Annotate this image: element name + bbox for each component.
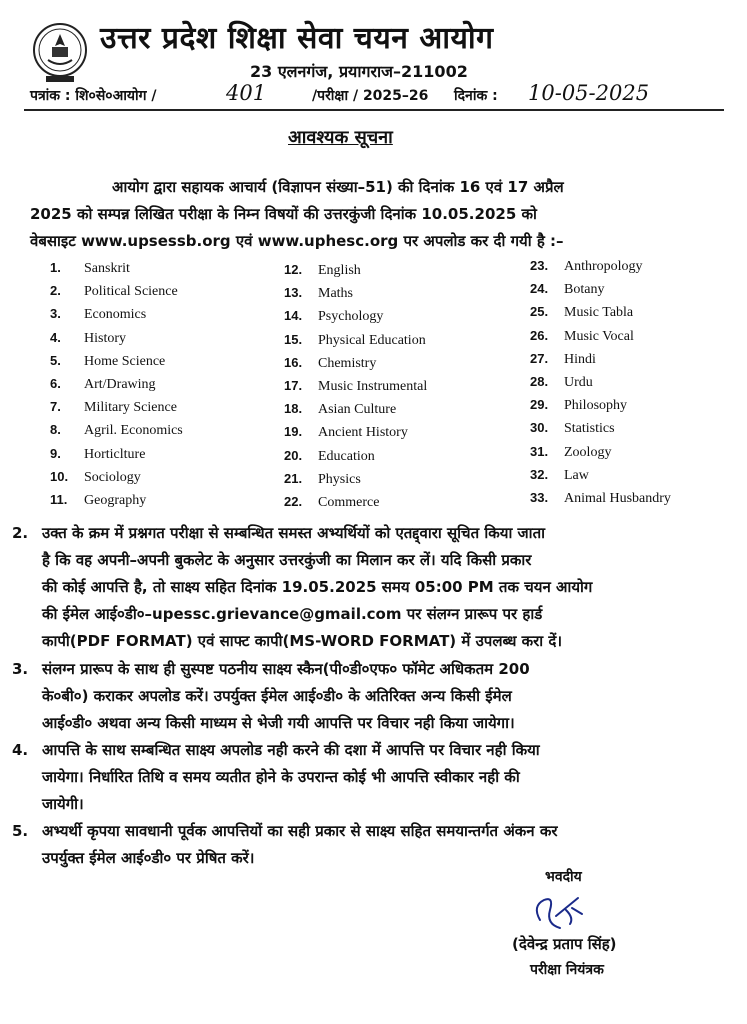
- subject-item: [50, 469, 280, 492]
- subject-item: [50, 353, 280, 376]
- subject-number: 14.: [284, 308, 303, 324]
- point-line: आई०डी० अथवा अन्य किसी माध्यम से भेजी गयी आपत्ति पर विचार नही किया जायेगा।: [42, 714, 515, 732]
- subject-number: 13.: [284, 285, 303, 301]
- point-text: [42, 737, 712, 818]
- subject-item: [284, 332, 514, 355]
- subject-item: [50, 283, 280, 306]
- subject-number: 23.: [530, 258, 549, 273]
- ref-prefix: पत्रांक : शि०से०आयोग /: [30, 88, 157, 104]
- point-number: 2.: [12, 524, 29, 542]
- subject-column-2: [284, 262, 514, 517]
- point-line: जायेगी।: [42, 795, 84, 813]
- point-line: की कोई आपत्ति है, तो साक्ष्य सहित दिनांक 19.05.2025 समय 05:00 PM तक चयन आयोग: [42, 578, 593, 596]
- subject-number: 16.: [284, 354, 303, 370]
- intro-paragraph: [30, 174, 690, 255]
- point-line: कापी(PDF FORMAT) एवं साफ्ट कापी(MS-WORD FORMAT) में उपलब्ध करा दें।: [42, 632, 563, 650]
- subject-name: Sociology: [84, 469, 141, 485]
- subject-name: Geography: [84, 492, 147, 508]
- subject-name: Education: [318, 448, 375, 464]
- subject-number: 18.: [284, 401, 303, 417]
- ref-suffix: /परीक्षा / 2025–26: [312, 88, 429, 104]
- point-line: आपत्ति के साथ सम्बन्धित साक्ष्य अपलोड नही करने की दशा में आपत्ति पर विचार नही किया: [42, 741, 540, 759]
- subject-number: 33.: [530, 489, 549, 505]
- subject-name: Philosophy: [564, 398, 628, 414]
- subject-item: [530, 351, 747, 374]
- subject-column-3: [530, 258, 747, 513]
- subject-name: Zoology: [564, 444, 612, 460]
- subject-number: 5.: [50, 352, 61, 368]
- subject-item: [284, 378, 514, 401]
- subject-number: 22.: [284, 493, 303, 509]
- point-line: है कि वह अपनी–अपनी बुकलेट के अनुसार उत्तरकुंजी का मिलान कर लें। यदि किसी प्रकार: [42, 551, 532, 569]
- subject-name: Physical Education: [318, 332, 426, 348]
- subject-item: [530, 258, 747, 281]
- subject-item: [284, 355, 514, 378]
- notice-title: आवश्यक सूचना: [288, 127, 393, 148]
- point-text: [42, 520, 712, 655]
- subject-item: [530, 397, 747, 420]
- subject-name: Commerce: [318, 494, 380, 510]
- subject-name: Military Science: [84, 400, 177, 416]
- subject-item: [284, 401, 514, 424]
- subject-name: Law: [564, 467, 589, 483]
- subject-name: Agril. Economics: [84, 423, 183, 439]
- subject-name: Anthropology: [564, 259, 643, 274]
- subject-item: [50, 376, 280, 399]
- date-label: दिनांक :: [454, 88, 498, 104]
- subject-name: Botany: [564, 282, 605, 298]
- organization-name: उत्तर प्रदेश शिक्षा सेवा चयन आयोग: [100, 21, 494, 56]
- subject-name: Art/Drawing: [84, 376, 156, 392]
- signatory-name: (देवेन्द्र प्रताप सिंह): [512, 935, 617, 953]
- subject-number: 19.: [284, 424, 303, 440]
- subject-number: 12.: [284, 262, 303, 277]
- subject-number: 4.: [50, 329, 61, 345]
- subject-item: [530, 490, 747, 513]
- subject-number: 11.: [50, 491, 68, 507]
- subject-number: 26.: [530, 327, 549, 343]
- signature-scribble-icon: [530, 888, 592, 938]
- subject-name: English: [318, 263, 361, 278]
- subject-name: Physics: [318, 471, 361, 487]
- point-number: 4.: [12, 741, 29, 759]
- subject-number: 31.: [530, 443, 549, 459]
- subject-item: [284, 262, 514, 285]
- subject-number: 3.: [50, 306, 61, 322]
- subject-item: [530, 281, 747, 304]
- subject-name: Music Tabla: [564, 305, 634, 321]
- point-number: 5.: [12, 822, 29, 840]
- subject-item: [284, 424, 514, 447]
- subject-item: [50, 330, 280, 353]
- point-line: संलग्न प्रारूप के साथ ही सुस्पष्ट पठनीय साक्ष्य स्कैन(पी०डी०एफ० फॉमेट अधिकतम 200: [42, 660, 530, 678]
- subject-number: 7.: [50, 399, 61, 415]
- subject-name: Psychology: [318, 309, 384, 325]
- subject-number: 9.: [50, 445, 61, 461]
- subject-item: [50, 446, 280, 469]
- subject-item: [284, 471, 514, 494]
- point-line: अभ्यर्थी कृपया सावधानी पूर्वक आपत्तियों का सही प्रकार से साक्ष्य सहित समयान्तर्गत अंकन कर: [42, 822, 558, 840]
- subject-number: 17.: [284, 377, 303, 393]
- subject-number: 6.: [50, 375, 61, 391]
- intro-line-3: वेबसाइट www.upsessb.org एवं www.uphesc.org पर अपलोड कर दी गयी है :–: [30, 232, 564, 250]
- subject-number: 2.: [50, 283, 61, 299]
- subject-name: Economics: [84, 307, 147, 323]
- subject-name: Asian Culture: [318, 402, 397, 418]
- subject-name: Statistics: [564, 421, 615, 437]
- subject-number: 25.: [530, 304, 549, 320]
- subject-item: [530, 374, 747, 397]
- point-text: [42, 656, 712, 737]
- subject-item: [530, 304, 747, 327]
- subject-number: 1.: [50, 260, 61, 275]
- organization-address: 23 एलनगंज, प्रयागराज–211002: [250, 62, 468, 81]
- date-value: 10-05-2025: [528, 81, 650, 105]
- point-line: उपर्युक्त ईमेल आई०डी० पर प्रेषित करें।: [42, 849, 255, 867]
- point-line: की ईमेल आई०डी०–upessc.grievance@gmail.com पर संलग्न प्रारूप पर हार्ड: [42, 605, 543, 623]
- subject-number: 10.: [50, 468, 69, 484]
- subject-item: [530, 444, 747, 467]
- point-number: 3.: [12, 660, 29, 678]
- subject-item: [284, 448, 514, 471]
- header-divider: [24, 109, 724, 111]
- subject-name: Maths: [318, 286, 353, 302]
- subject-number: 32.: [530, 466, 549, 482]
- subject-name: Hindi: [564, 351, 596, 367]
- subject-name: Sanskrit: [84, 261, 130, 276]
- subject-number: 29.: [530, 397, 549, 413]
- subject-name: Chemistry: [318, 355, 377, 371]
- subject-item: [50, 422, 280, 445]
- subject-name: Music Vocal: [564, 328, 634, 344]
- subject-number: 20.: [284, 447, 303, 463]
- subject-number: 8.: [50, 422, 61, 438]
- subject-item: [284, 494, 514, 517]
- subject-number: 15.: [284, 331, 303, 347]
- salutation: भवदीय: [545, 869, 582, 885]
- subject-name: Music Instrumental: [318, 378, 428, 394]
- subject-number: 30.: [530, 420, 549, 436]
- subject-name: Urdu: [564, 374, 593, 390]
- subject-item: [50, 260, 280, 283]
- subject-item: [284, 285, 514, 308]
- subject-item: [284, 308, 514, 331]
- subject-name: History: [84, 330, 126, 346]
- subject-name: Ancient History: [318, 425, 408, 441]
- subject-number: 21.: [284, 470, 303, 486]
- intro-line-2: 2025 को सम्पन्न लिखित परीक्षा के निम्न विषयों की उत्तरकुंजी दिनांक 10.05.2025 को: [30, 205, 537, 223]
- point-line: जायेगा। निर्धारित तिथि व समय व्यतीत होने के उपरान्त कोई भी आपत्ति स्वीकार नही की: [42, 768, 520, 786]
- subject-number: 28.: [530, 373, 549, 389]
- subject-item: [530, 420, 747, 443]
- subject-number: 27.: [530, 350, 549, 366]
- emblem-seal-icon: [32, 20, 88, 86]
- subject-name: Horticlture: [84, 446, 146, 462]
- subject-column-1: [50, 260, 280, 515]
- subject-item: [50, 306, 280, 329]
- subject-item: [50, 399, 280, 422]
- subject-item: [530, 328, 747, 351]
- signatory-designation: परीक्षा नियंत्रक: [530, 962, 604, 978]
- point-line: के०बी०) कराकर अपलोड करें। उपर्युक्त ईमेल आई०डी० के अतिरिक्त अन्य किसी ईमेल: [42, 687, 512, 705]
- reference-line: [30, 82, 720, 108]
- intro-line-1: आयोग द्वारा सहायक आचार्य (विज्ञापन संख्या–51) की दिनांक 16 एवं 17 अप्रैल: [112, 178, 564, 196]
- point-text: [42, 818, 712, 872]
- subject-item: [530, 467, 747, 490]
- subject-number: 24.: [530, 281, 549, 297]
- subject-name: Political Science: [84, 284, 178, 300]
- ref-number: 401: [226, 81, 267, 105]
- subject-item: [50, 492, 280, 515]
- subject-name: Home Science: [84, 353, 166, 369]
- subject-name: Animal Husbandry: [564, 490, 671, 506]
- point-line: उक्त के क्रम में प्रश्नगत परीक्षा से सम्बन्धित समस्त अभ्यर्थियों को एतद्द्वारा सूचित किया जाता: [42, 524, 545, 542]
